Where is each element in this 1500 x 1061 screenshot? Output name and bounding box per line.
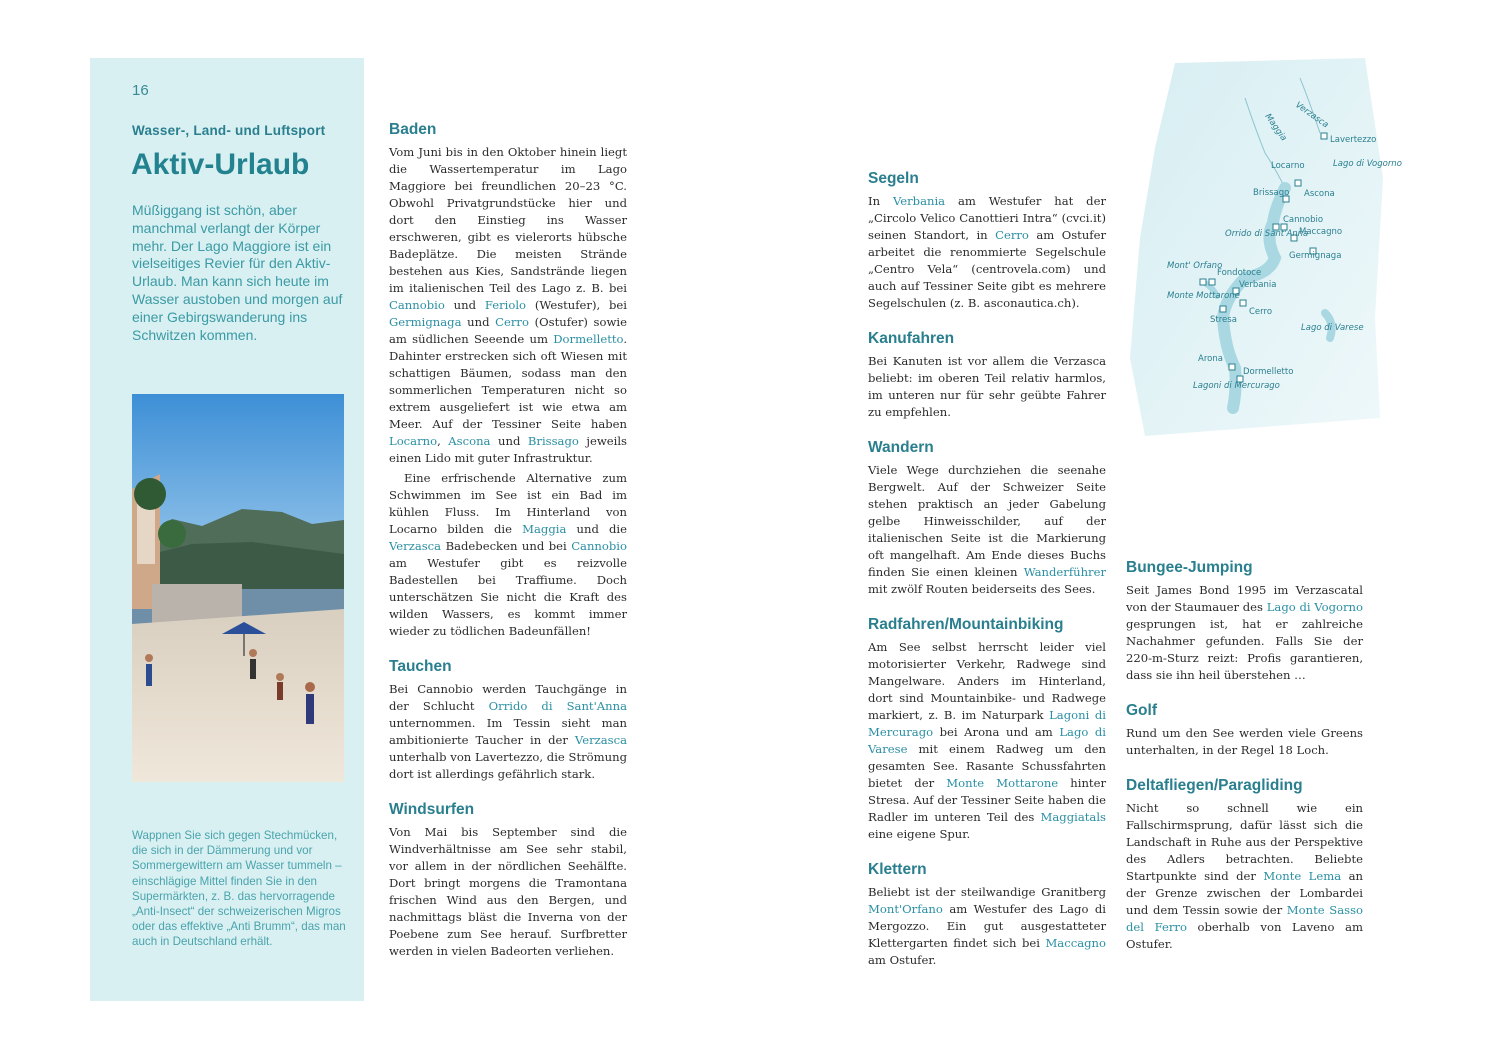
place-link: Verbania (892, 194, 946, 208)
map-label-locarno: Locarno (1271, 161, 1305, 171)
lake-map-graphic (1125, 58, 1402, 438)
chapter-kicker: Wasser-, Land- und Luftsport (132, 123, 326, 138)
paragraph-baden-1: Vom Juni bis in den Oktober hinein liegt die Wassertemperatur im Lago Maggiore bei freundlichen 20–23 °C. Obwohl Privatgrundstücke hier und dort den Einstieg ins Wasser erschweren, gibt es vielerorts hübsche Badeplätze. Die meisten Strände bestehen aus Kies, Sandstrände liegen im italienischen Teil des Lago z. B. bei Cannobio und Feriolo (Westufer), bei Germignaga und Cerro (Ostufer) sowie am südlichen Seeende um Dormelletto. Dahinter erstrecken sich oft Wiesen mit schattigen Bäumen, sodass man den sommerlichen Temperaturen nicht so extrem ausgeliefert ist wie etwa am Meer. Auf der Tessiner Seite haben Locarno, Ascona und Brissago jeweils einen Lido mit guter Infrastruktur. (389, 145, 628, 465)
place-link: Germignaga (389, 315, 462, 329)
place-link: Cerro (995, 228, 1029, 242)
map-label-varese: Lago di Varese (1301, 323, 1364, 333)
place-link: Feriolo (484, 298, 527, 312)
heading-radfahren: Radfahren/Mountainbiking (868, 616, 1064, 633)
map-label-arona: Arona (1198, 354, 1223, 364)
map-label-dormelletto: Dormelletto (1243, 367, 1294, 377)
place-link: Brissago (527, 434, 579, 448)
section-radfahren (868, 616, 1106, 843)
place-link: Ascona (448, 434, 491, 448)
section-segeln (868, 170, 1106, 312)
place-link: Lagoni di Mercurago (868, 708, 1106, 739)
heading-segeln: Segeln (868, 170, 919, 187)
intro-text: Müßiggang ist schön, aber manchmal verlangt der Körper mehr. Der Lago Maggiore ist ein vielseitiges Revier für den Aktiv-Urlaub. Man kann sich heute im Wasser austoben und morgen auf einer Gebirgswanderung ins Schwitzen kommen. (132, 202, 343, 343)
map-label-maggia: Maggia (1262, 111, 1289, 144)
heading-windsurfen: Windsurfen (389, 801, 475, 818)
place-link: Monte Sasso del Ferro (1126, 903, 1363, 934)
map-label-verbania: Verbania (1239, 280, 1277, 290)
place-link: Maggiatals (1040, 810, 1106, 824)
section-wandern (868, 439, 1106, 598)
place-link: Cerro (495, 315, 529, 329)
map-label-montorfano: Mont' Orfano (1167, 261, 1223, 271)
map-label-mercurago: Lagoni di Mercurago (1193, 381, 1280, 391)
page-title: Aktiv-Urlaub (131, 148, 310, 181)
paragraph-wandern: Viele Wege durchziehen die seenahe Bergwelt. Auf der Schweizer Seite stehen praktisch an jeder Gabelung gelbe Hinweisschilder, auf der italienischen Seite ist die Markierung oft mangelhaft. Am Ende dieses Buchs finden Sie einen kleinen Wanderführer mit zwölf Routen beiderseits des Sees. (868, 463, 1106, 596)
section-baden (389, 121, 627, 640)
page-number: 16 (132, 82, 149, 99)
heading-klettern: Klettern (868, 861, 927, 878)
heading-tauchen: Tauchen (389, 658, 452, 675)
map-label-cerro: Cerro (1249, 307, 1273, 317)
place-link: Wanderführer (1023, 565, 1106, 579)
paragraph-kanufahren: Bei Kanuten ist vor allem die Verzasca beliebt: im oberen Teil relativ harmlos, im unteren nur für sehr geübte Fahrer zu empfehlen. (868, 354, 1106, 419)
paragraph-windsurfen: Von Mai bis September sind die Windverhältnisse am See sehr stabil, vor allem in der nördlichen Seehälfte. Dort bringt morgens die Tramontana frischen Wind aus den Bergen, und nachmittags bläst die Inverna von der Poebene zum See herauf. Surfbretter werden in vielen Badeorten verliehen. (389, 825, 627, 958)
heading-kanufahren: Kanufahren (868, 330, 955, 347)
beach-photo-illustration (132, 394, 344, 782)
section-kanufahren (868, 330, 1106, 421)
map-label-mottarone: Monte Mottarone (1167, 291, 1240, 301)
heading-wandern: Wandern (868, 439, 934, 456)
place-link: Maccagno (1045, 936, 1106, 950)
map-label-maccagno: Maccagno (1299, 227, 1343, 237)
place-link: Maggia (522, 522, 567, 536)
paragraph-klettern: Beliebt ist der steilwandige Granitberg Mont'Orfano am Westufer des Lago di Mergozzo. Ein gut ausgestatteter Klettergarten findet sich bei Maccagno am Ostufer. (868, 885, 1106, 967)
place-link: Locarno (389, 434, 438, 448)
place-link: Monte Lema (1263, 869, 1342, 883)
heading-golf: Golf (1126, 702, 1157, 719)
sidebar-panel (90, 58, 364, 1001)
paragraph-bungee: Seit James Bond 1995 im Verzascatal von der Staumauer des Lago di Vogorno gesprungen ist, hat er zahlreiche Nachahmer gefunden. Falls Sie der 220-m-Sturz reizt: Profis garantieren, dass sie ihn heil überstehen … (1126, 583, 1363, 682)
place-link: Dormelletto (553, 332, 624, 346)
place-link: Orrido di Sant'Anna (488, 699, 627, 713)
heading-delta: Deltafliegen/Paragliding (1126, 777, 1303, 794)
place-link: Cannobio (389, 298, 445, 312)
column-2 (868, 112, 1106, 969)
place-link: Mont'Orfano (868, 902, 943, 916)
paragraph-segeln: In Verbania am Westufer hat der „Circolo Velico Canottieri Intra“ (cvci.it) seinen Standort, in Cerro am Ostufer arbeitet die renommierte Segelschule „Centro Vela“ (centrovela.com) und auch auf Tessiner Seite gibt es mehrere Segelschulen (z. B. asconautica.ch). (868, 194, 1106, 310)
place-link: Cannobio (571, 539, 627, 553)
map-label-germignaga: Germignaga (1289, 251, 1342, 261)
section-tauchen (389, 658, 627, 783)
paragraph-baden-2: Eine erfrischende Alternative zum Schwimmen im See ist ein Bad im kühlen Fluss. Im Hinterland von Locarno bilden die Maggia und die Verzasca Badebecken und bei Cannobio am Westufer gibt es reizvolle Badestellen bei Traffiume. Doch unterschätzen Sie nicht die Kraft des wilden Wassers, es kommt immer wieder zu tödlichen Badeunfällen! (389, 471, 628, 638)
heading-bungee: Bungee-Jumping (1126, 559, 1253, 576)
map-label-cannobio: Cannobio (1283, 215, 1324, 225)
paragraph-golf: Rund um den See werden viele Greens unterhalten, in der Regel 18 Loch. (1126, 726, 1363, 757)
section-klettern (868, 861, 1106, 969)
column-3 (1126, 559, 1363, 953)
map-label-lavertezzo: Lavertezzo (1330, 135, 1377, 145)
map-label-stresa: Stresa (1210, 315, 1237, 325)
place-link: Lago di Vogorno (1266, 600, 1363, 614)
paragraph-radfahren: Am See selbst herrscht leider viel motorisierter Verkehr, Radwege sind Mangelware. Anders im Hinterland, dort sind Mountainbike- und Radwege markiert, z. B. im Naturpark Lagoni di Mercurago bei Arona und am Lago di Varese mit einem Radweg um den gesamten See. Rasante Schussfahrten bietet der Monte Mottarone hinter Stresa. Auf der Tessiner Seite haben die Radler im unteren Teil des Maggiatals eine eigene Spur. (868, 640, 1107, 841)
section-delta (1126, 777, 1363, 953)
place-link: Verzasca (574, 733, 627, 747)
tip-text: Wappnen Sie sich gegen Stechmücken, die sich in der Dämmerung und vor Sommergewittern am Wasser tummeln – einschlägige Mittel finden Sie in den Supermärkten, z. B. das hervorragende „Anti-Insect“ der schweizerischen Migros oder das effektive „Anti Brumm“, das man auch in Deutschland erhält. (132, 829, 346, 949)
section-golf (1126, 702, 1363, 759)
column-1 (389, 121, 627, 960)
map-label-fondotoce: Fondotoce (1217, 268, 1262, 278)
beach-photo (132, 394, 344, 782)
map-label-ascona: Ascona (1304, 189, 1335, 199)
paragraph-delta: Nicht so schnell wie ein Fallschirmsprung, dafür lässt sich die Landschaft in Ruhe aus der Perspektive des Adlers betrachten. Beliebte Startpunkte sind der Monte Lema an der Grenze zwischen der Lombardei und dem Tessin sowie der Monte Sasso del Ferro oberhalb von Laveno am Ostufer. (1126, 801, 1363, 951)
map-label-vogorno: Lago di Vogorno (1333, 159, 1402, 169)
map-label-verzasca: Verzasca (1293, 100, 1331, 131)
place-link: Lago di Varese (868, 725, 1107, 756)
heading-baden: Baden (389, 121, 437, 138)
section-bungee (1126, 559, 1363, 684)
paragraph-tauchen: Bei Cannobio werden Tauchgänge in der Schlucht Orrido di Sant'Anna unternommen. Im Tessin sieht man ambitionierte Taucher in der Verzasca unterhalb von Lavertezzo, die Strömung dort ist allerdings gefährlich stark. (389, 682, 627, 781)
map-label-brissago: Brissago (1253, 188, 1290, 198)
map-label-orrido: Orrido di Sant'Anna (1225, 229, 1309, 239)
section-windsurfen (389, 801, 627, 960)
place-link: Verzasca (389, 539, 442, 553)
lake-map (1125, 58, 1402, 438)
place-link: Monte Mottarone (946, 776, 1059, 790)
